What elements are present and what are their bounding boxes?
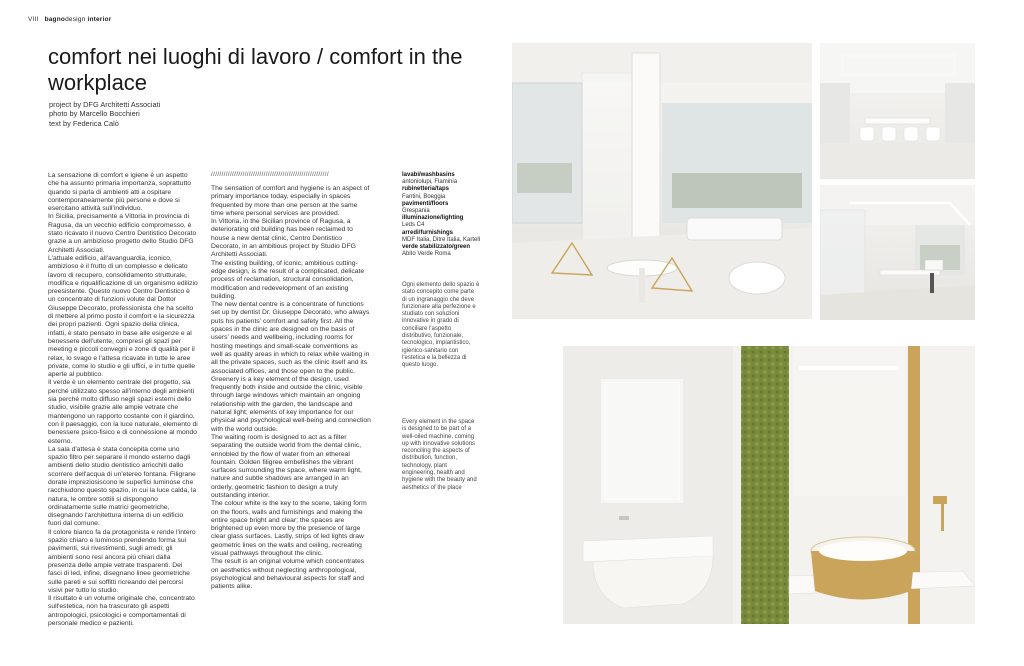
photo-consulting-room [820, 185, 975, 320]
italian-text-column [48, 172, 198, 628]
spec-value: MDF Italia, Ditre Italia, Kartell [402, 236, 481, 243]
credit-photo: photo by Marcello Bocchieri [49, 109, 140, 119]
paragraph: The new dental centre is a concentrate of functions set up by dentist Dr. Giuseppe Decorato, who always puts his patients' comfort and safety first. All the spaces in the clinic are designed on the basis of users' needs and wellbeing, including rooms for hosting meetings and small-scale conventions as well as quality areas in which to relax while waiting in all the private spaces, such as the clinic itself and its associated offices, and those open to the public. [211, 301, 370, 375]
spec-value: Fantini, Boeggia [402, 193, 446, 200]
paragraph: The existing building, of iconic, ambitious cutting-edge design, is the result of a complicated, delicate process of reclamation, structural consolidation, modification and redevelopment of an existing building. [211, 259, 365, 300]
article-credits [49, 100, 160, 128]
paragraph: Il risultato è un volume originale che, concentrato sull'estetica, non ha trascurato gli aspetti antropologici, psicologici e comportamentali di personale medico e pazienti. [48, 595, 195, 628]
credit-project: project by DFG Architetti Associati [49, 100, 161, 109]
paragraph: The sensation of comfort and hygiene is an aspect of primary importance today, especially in spaces frequented by more than one person at the same time where personal services are provided. [211, 185, 370, 217]
page-number: VIII [28, 16, 39, 23]
paragraph: The result is an original volume which concentrates on aesthetics without neglecting anthropological, psychological and behavioural aspects for staff and patients alike. [211, 558, 365, 591]
paragraph: Greenery is a key element of the design, used frequently both inside and outside the clinic, visible through large windows which maintain an ongoing relationship with the garden, the landscape and natural light; elements of key importance for our physical and psychological well-being and connection with the world outside. [211, 375, 371, 433]
spec-label: rubinetteria/taps [402, 186, 450, 193]
paragraph: La sensazione di comfort e igiene è un aspetto che ha assunto primaria importanza, soprattutto quando si parla di ambienti atti a ospitare contemporaneamente più persone e dove si esercitano attività sull'individuo. [48, 172, 191, 213]
consulting-room-illustration [820, 185, 975, 320]
section-name: interior [87, 16, 112, 23]
paragraph: La sala d'attesa è stata concepita come uno spazio filtro per separare il mondo esterno dagli ambienti dello studio dentistico arricchiti dallo scorrere dell'acqua di un'etereo fontana. Filigrane dorate impreziosiscono le superfici luminose che racchiudono questo spazio, in cui la luce calda, la natura, le ombre sottili si dispongono ordinatamente sulle matrici geometriche, disegnando l'architettura interna di un edificio fuori dal comune. [48, 445, 197, 528]
article-title: comfort nei luoghi di lavoro / comfort in the workplace [48, 44, 463, 95]
photo-caption-english: Every element in the space is designed to be part of a well-oiled machine, coming up with innovative solutions reconciling the aspects of distribution, function, technology, plant engineering, health and hygiene with the beauty and aesthetics of the place [402, 419, 477, 491]
credit-text: text by Federica Calò [49, 118, 119, 128]
spec-value: antoniolupi, Flaminia [402, 179, 458, 186]
paragraph: L'attuale edificio, all'avanguardia, iconico, ambizioso è il frutto di un complesso e delicato lavoro di recupero, consolidamento strutturale, modifica e riqualificazione di un organismo edilizio preesistente. Questo nuovo Centro Dentistico è un concentrato di funzioni volute dal Dottor Giuseppe Decorato, professionista che ha scelto di mettere al primo posto il comfort e la sicurezza dei propri pazienti. Ogni spazio della clinica, infatti, è stato pensato in base alle esigenze e al benessere dell'utente, compresi gli spazi per meeting e piccoli convegni e zone di qualità per il relax, lo svago e l'attesa ricavate in tutte le aree private, come lo studio e gli uffici, e in tutte quelle aperte al pubblico. [48, 254, 198, 379]
meeting-room-illustration [820, 43, 975, 179]
paragraph: In Vittoria, in the Sicilian province of Ragusa, a deteriorating old building has been reclaimed to house a new dental clinic, Centro Dentistico Decorato, in an ambitious project by Studio DFG Architetti Associati. [211, 218, 356, 259]
paragraph: The waiting room is designed to act as a filter separating the outside world from the dental clinic, ennobled by the flow of water from an ethereal fountain. Golden filigree embellishes the vibrant surfaces surrounding the space, where warm light, nature and subtle shadows are arranged in an orderly, geometric fashion to design a truly outstanding interior. [211, 433, 362, 499]
paragraph: Il verde è un elemento centrale del progetto, sia perché utilizzato spesso all'interno degli ambienti sia perché molto diffuso negli spazi esterni dello studio, visibile grazie alle ampie vetrate che mantengono un rapporto costante con il giardino, con il paesaggio, con la luce naturale, elemento di benessere psico-fisico e di connessione al mondo esterno. [48, 379, 198, 445]
spec-label: verde stabilizzato/green [402, 244, 471, 251]
spec-value: Abito Verde Roma [402, 251, 451, 258]
english-text-column [211, 185, 371, 592]
photo-waiting-room [512, 43, 812, 319]
photo-meeting-room [820, 43, 975, 179]
paragraph: Il colore bianco fa da protagonista e rende l'intero spazio chiaro e luminoso prendendo forma sui pavimenti, sui rivestimenti, sugli arredi; gli ambienti sono resi ancora più chiari dalla presenza delle ampie vetrate trasparenti. Dei fasci di led, infine, disegnano linee geometriche sulle pareti e sui soffitti ricreando dei percorsi visivi per tutto lo studio. [48, 528, 196, 594]
paragraph: The colour white is the key to the scene, taking form on the floors, walls and furnishings and making the entire space bright and clear; the spaces are brightened up even more by the presence of large clear glass surfaces. Lastly, strips of led lights draw geometric lines on the walls and ceiling, recreating visual pathways throughout the clinic. [211, 500, 367, 558]
running-header [28, 16, 111, 23]
magazine-name-bold: bagno [44, 16, 66, 23]
photo-caption-italian: Ogni elemento dello spazio è stato concepito come parte di un ingranaggio che deve funzionare alla perfezione e studiato con soluzioni innovative in grado di conciliare l'aspetto distributivo, funzionale, tecnologico, impiantistico, igienico-sanitario con l'estetica e la bellezza di questo luogo. [402, 282, 480, 369]
magazine-name-light: design [65, 16, 86, 23]
waiting-room-illustration [512, 43, 812, 319]
spec-label: pavimenti/floors [402, 200, 449, 207]
slash-divider: //////////////////////////////////////////////////////// [211, 171, 329, 178]
spec-value: Leds C4 [402, 222, 425, 229]
spec-label: lavabi/washbasins [402, 172, 455, 178]
photo-bathroom [563, 346, 975, 624]
spec-label: illuminazione/lighting [402, 215, 464, 222]
spec-label: arredi/furnishings [402, 229, 454, 236]
spec-value: Grespania [402, 208, 430, 215]
bathroom-illustration [563, 346, 975, 624]
product-specs [402, 172, 482, 258]
paragraph: In Sicilia, precisamente a Vittoria in provincia di Ragusa, da un vecchio edificio compromesso, è stato ricavato il nuovo Centro Dentistico Decorato grazie a un ambizioso progetto dello Studio DFG Architetti Associati. [48, 213, 197, 254]
